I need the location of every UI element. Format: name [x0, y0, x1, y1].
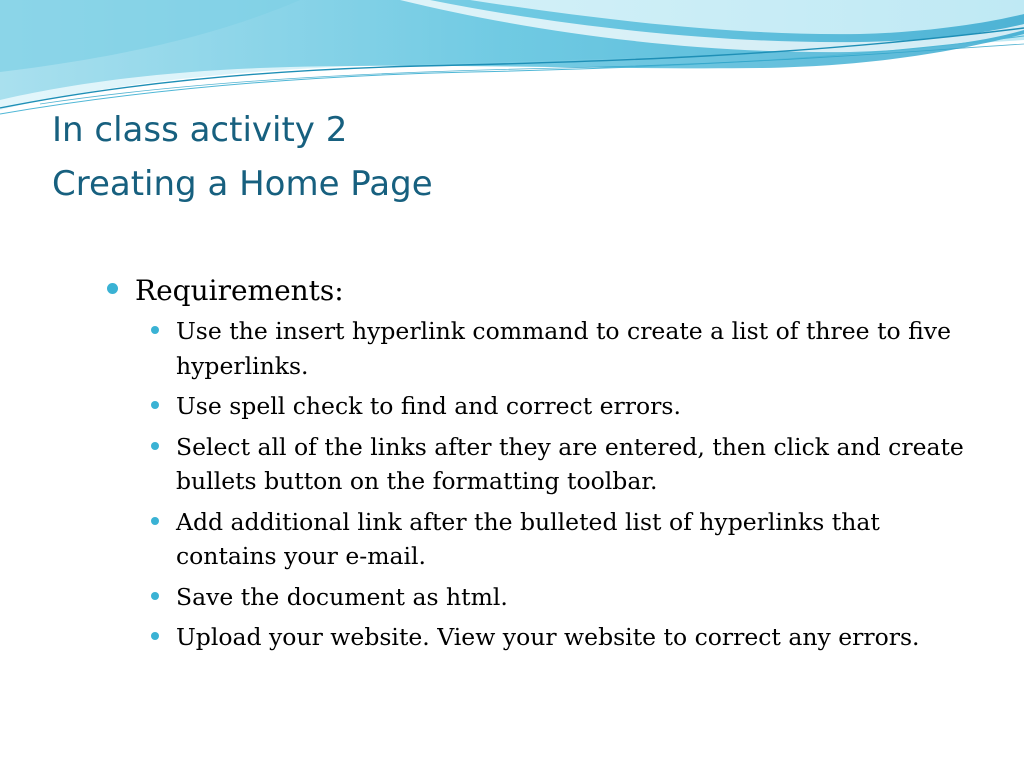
- bullet-icon: [151, 592, 159, 600]
- list-item-text: Add additional link after the bulleted list of hyperlinks that contains your e-mail.: [176, 507, 880, 570]
- list-item: [104, 314, 984, 383]
- list-item: [104, 430, 984, 499]
- list-item: [104, 389, 984, 424]
- list-item: [104, 620, 984, 655]
- requirements-heading-item: [104, 270, 984, 312]
- bullet-icon: [151, 632, 159, 640]
- slide-title-line-2: Creating a Home Page: [52, 164, 433, 204]
- bullet-icon: [151, 442, 159, 450]
- list-item: [104, 580, 984, 615]
- slide-body: [104, 270, 984, 661]
- bullet-icon: [151, 517, 159, 525]
- bullet-icon: [151, 326, 159, 334]
- list-item-text: Save the document as html.: [176, 582, 508, 611]
- list-item-text: Use the insert hyperlink command to create a list of three to five hyperlinks.: [176, 317, 951, 380]
- bullet-icon: [151, 401, 159, 409]
- list-item-text: Upload your website. View your website to correct any errors.: [176, 623, 920, 651]
- list-item-text: Select all of the links after they are entered, then click and create bullets button on the formatting toolbar.: [176, 432, 964, 495]
- requirements-heading: Requirements:: [135, 274, 344, 307]
- slide-title-line-1: In class activity 2: [52, 110, 348, 150]
- slide-title: [52, 103, 433, 211]
- requirements-list: [104, 314, 984, 655]
- list-item-text: Use spell check to find and correct errors.: [176, 392, 681, 420]
- bullet-icon: [107, 283, 118, 294]
- list-item: [104, 505, 984, 574]
